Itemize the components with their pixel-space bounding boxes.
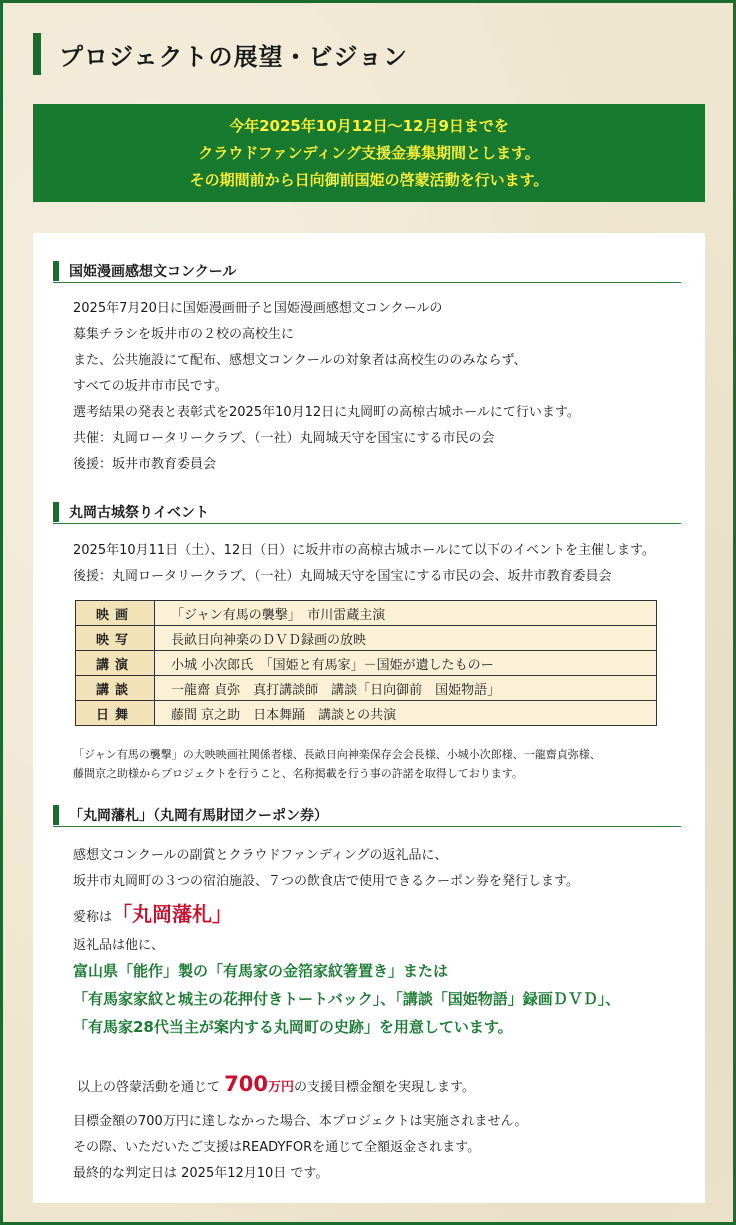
event-label: 映写 <box>76 626 155 651</box>
title-accent-bar <box>33 33 41 75</box>
event-table <box>75 600 657 726</box>
goal-unit: 万円 <box>268 1080 295 1095</box>
gift-list <box>73 957 620 1041</box>
coupon-nickname: 「丸岡藩札」 <box>112 902 233 926</box>
event-desc: 長畝日向神楽のＤＶＤ録画の放映 <box>155 626 657 651</box>
coupon-description <box>73 843 579 895</box>
heading-accent-bar <box>53 261 59 281</box>
banner-line: その期間前から日向御前国姫の啓蒙活動を行います。 <box>189 170 549 189</box>
content-card <box>33 233 705 1203</box>
goal-line <box>77 1069 475 1103</box>
event-desc: 小城 小次郎氏 「国姫と有馬家」－国姫が遺したものー <box>155 651 657 676</box>
note-line: 藤間京之助様からプロジェクトを行うこと、名称掲載を行う事の許諾を取得しております。 <box>73 767 523 780</box>
table-row <box>76 601 657 626</box>
period-banner <box>33 104 705 202</box>
text-line: 後援：坂井市教育委員会 <box>73 457 217 472</box>
text-line: 2025年10月11日（土）、12日（日）に坂井市の高椋古城ホールにて以下のイベントを主催します。 <box>73 543 655 558</box>
event-label: 講談 <box>76 676 155 701</box>
text-line: 後援：丸岡ロータリークラブ、（一社）丸岡城天守を国宝にする市民の会、坂井市教育委員会 <box>73 569 612 584</box>
banner-line: クラウドファンディング支援金募集期間とします。 <box>198 143 540 162</box>
text-line: 感想文コンクールの副賞とクラウドファンディングの返礼品に、 <box>73 848 448 863</box>
section-heading-festival <box>53 501 681 524</box>
text-line: 共催：丸岡ロータリークラブ、（一社）丸岡城天守を国宝にする市民の会 <box>73 431 495 446</box>
closing-notes <box>73 1109 527 1187</box>
nickname-line <box>73 899 232 933</box>
section-heading-contest <box>53 260 681 283</box>
text-line: 2025年7月20日に国姫漫画冊子と国姫漫画感想文コンクールの <box>73 301 443 316</box>
table-row <box>76 626 657 651</box>
goal-amount: 700 <box>224 1072 268 1096</box>
text-line: 最終的な判定日は 2025年12月10日 です。 <box>73 1166 329 1181</box>
text-line: 坂井市丸岡町の３つの宿泊施設、７つの飲食店で使用できるクーポン券を発行します。 <box>73 874 579 889</box>
text-line: その際、いただいたご支援はREADYFORを通じて全額返金されます。 <box>73 1140 481 1155</box>
section-title: 「丸岡藩札」（丸岡有馬財団クーポン券） <box>69 808 328 824</box>
text-line: 募集チラシを坂井市の２校の高校生に <box>73 327 295 342</box>
gifts-intro: 返礼品は他に、 <box>73 938 165 953</box>
note-line: 「ジャン有馬の襲撃」の大映映画社関係者様、長畝日向神楽保存会会長様、小城小次郎様、一龍齋貞弥様、 <box>73 748 601 761</box>
gift-line: 富山県「能作」製の「有馬家の金箔家紋箸置き」または <box>73 962 449 980</box>
section-heading-coupon <box>53 804 681 827</box>
page-title <box>33 33 408 75</box>
contest-description <box>73 296 580 478</box>
text-line: 目標金額の700万円に達しなかった場合、本プロジェクトは実施されません。 <box>73 1114 528 1129</box>
goal-prefix: 以上の啓蒙活動を通じて <box>77 1080 221 1095</box>
heading-accent-bar <box>53 805 59 825</box>
table-row <box>76 651 657 676</box>
event-label: 講演 <box>76 651 155 676</box>
gift-line: 「有馬家28代当主が案内する丸岡町の史跡」を用意しています。 <box>73 1018 513 1036</box>
goal-suffix: の支援目標金額を実現します。 <box>294 1080 475 1095</box>
text-line: すべての坂井市市民です。 <box>73 379 228 394</box>
table-row <box>76 676 657 701</box>
permission-note <box>73 745 601 783</box>
page-title-text: プロジェクトの展望・ビジョン <box>59 42 409 71</box>
section-title: 丸岡古城祭りイベント <box>69 505 209 521</box>
heading-accent-bar <box>53 502 59 522</box>
nickname-prefix: 愛称は <box>73 910 113 925</box>
event-desc: 一龍齋 貞弥 真打講談師 講談「日向御前 国姫物語」 <box>155 676 657 701</box>
text-line: また、公共施設にて配布、感想文コンクールの対象者は高校生ののみならず、 <box>73 353 527 368</box>
event-desc: 「ジャン有馬の襲撃」 市川雷蔵主演 <box>155 601 657 626</box>
event-desc: 藤間 京之助 日本舞踊 講談との共演 <box>155 701 657 726</box>
section-title: 国姫漫画感想文コンクール <box>69 264 237 280</box>
event-label: 映画 <box>76 601 155 626</box>
banner-line: 今年2025年10月12日〜12月9日までを <box>229 116 509 135</box>
gift-line: 「有馬家家紋と城主の花押付きトートバック」、「講談「国姫物語」録画ＤＶＤ」、 <box>73 990 621 1008</box>
event-label: 日舞 <box>76 701 155 726</box>
table-row <box>76 701 657 726</box>
festival-description <box>73 538 655 590</box>
text-line: 選考結果の発表と表彰式を2025年10月12日に丸岡町の高椋古城ホールにて行います。 <box>73 405 580 420</box>
